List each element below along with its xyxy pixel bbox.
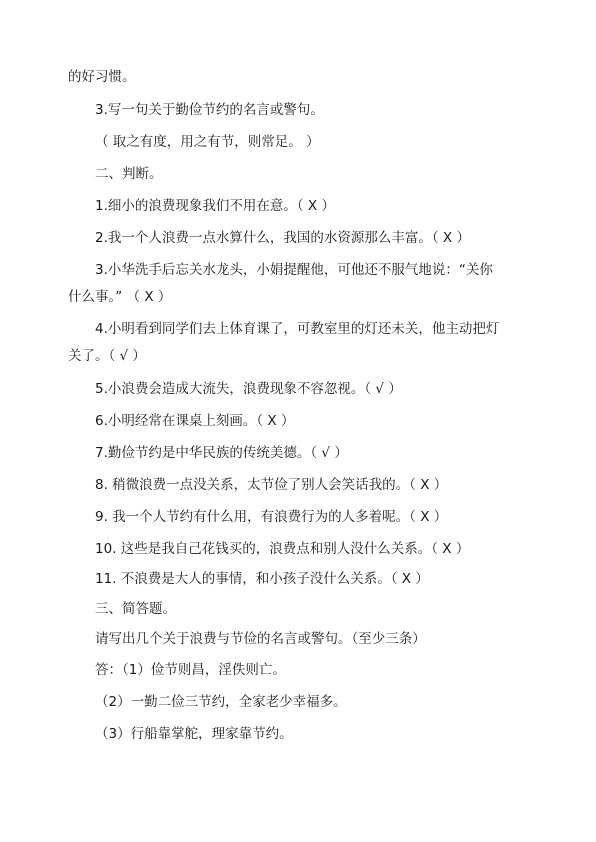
text-line: 6.小明经常在课桌上刻画。（ X ） bbox=[95, 413, 295, 429]
text-line: 4.小明看到同学们去上体育课了，可教室里的灯还未关，他主动把灯 bbox=[95, 321, 500, 337]
text-line: （ 取之有度，用之有节，则常足。 ） bbox=[95, 134, 320, 150]
text-line: 3.小华洗手后忘关水龙头，小娟提醒他，可他还不服气地说：“关你 bbox=[95, 262, 493, 278]
text-line: 的好习惯。 bbox=[68, 69, 136, 85]
text-line: （2）一勤二俭三节约，全家老少幸福多。 bbox=[95, 694, 347, 710]
text-line: （3）行船靠掌舵，理家靠节约。 bbox=[95, 726, 293, 742]
text-line: 7.勤俭节约是中华民族的传统美德。（ √ ） bbox=[95, 445, 348, 461]
text-line: 什么事。” （ X ） bbox=[68, 289, 172, 305]
section-heading: 二、判断。 bbox=[95, 166, 163, 182]
text-line: 10. 这些是我自己花钱买的，浪费点和别人没什么关系。（ X ） bbox=[95, 541, 470, 557]
text-line: 9. 我一个人节约有什么用，有浪费行为的人多着呢。（ X ） bbox=[95, 509, 448, 525]
text-line: 5.小浪费会造成大流失，浪费现象不容忽视。（ √ ） bbox=[95, 381, 402, 397]
text-line: 答：（1）俭节则昌，淫佚则亡。 bbox=[95, 662, 286, 678]
text-line: 2.我一个人浪费一点水算什么，我国的水资源那么丰富。（ X ） bbox=[95, 230, 470, 246]
text-line: 3.写一句关于勤俭节约的名言或警句。 bbox=[95, 102, 324, 118]
text-line: 11. 不浪费是大人的事情，和小孩子没什么关系。（ X ） bbox=[95, 571, 429, 587]
text-line: 8. 稍微浪费一点没关系，太节俭了别人会笑话我的。（ X ） bbox=[95, 477, 448, 493]
section-heading: 三、简答题。 bbox=[95, 601, 176, 617]
text-line: 关了。（ √ ） bbox=[68, 348, 146, 364]
text-line: 请写出几个关于浪费与节俭的名言或警句。（至少三条） bbox=[95, 631, 426, 647]
text-line: 1.细小的浪费现象我们不用在意。（ X ） bbox=[95, 198, 335, 214]
